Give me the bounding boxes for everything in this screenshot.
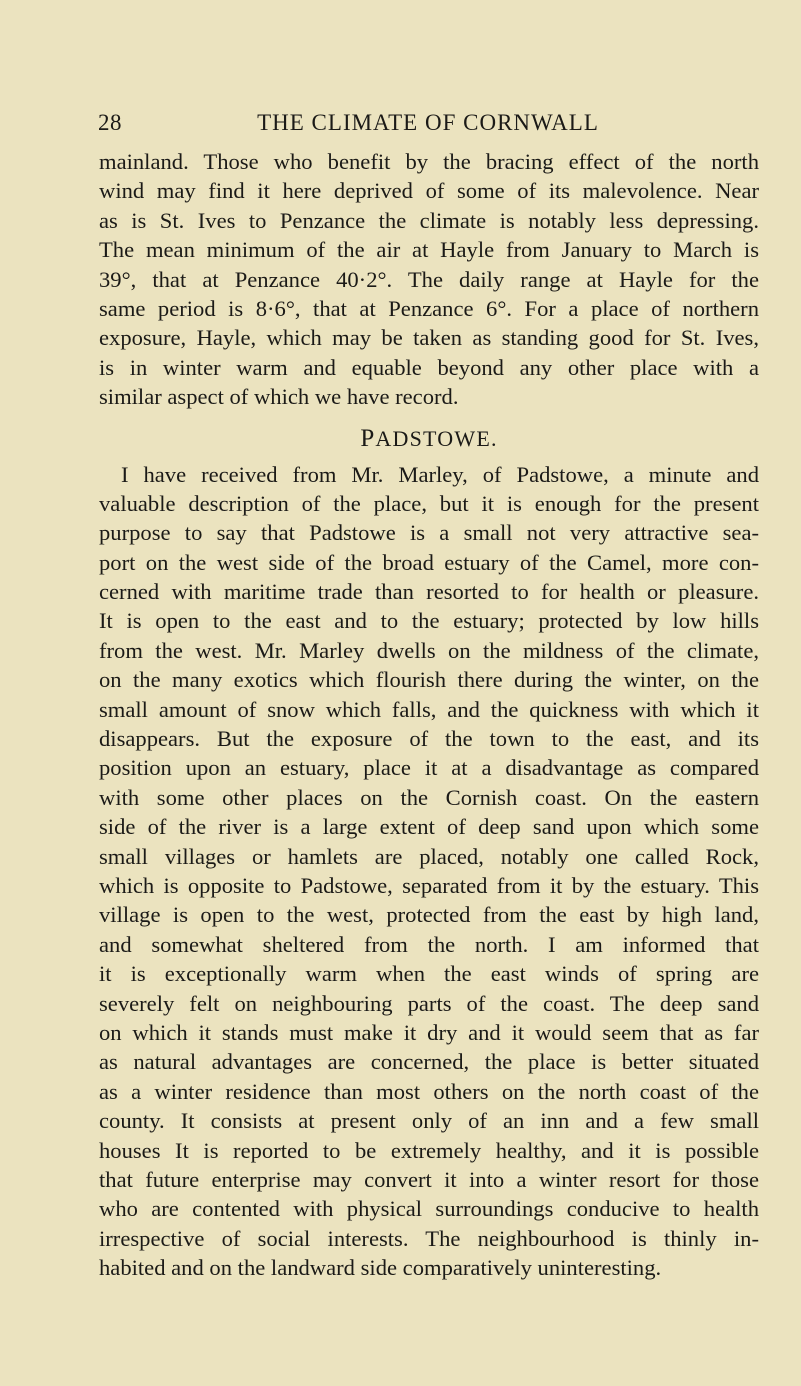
- text-line: valuable description of the place, but it is enough for the present: [99, 490, 759, 516]
- text-line: who are contented with physical surroundings conducive to health: [99, 1196, 759, 1222]
- page-header: [98, 110, 758, 142]
- text-line: village is open to the west, protected from the east by high land,: [99, 902, 759, 928]
- paragraph-padstowe: [99, 460, 759, 1283]
- text-line: position upon an estuary, place it at a disadvantage as compared: [99, 755, 759, 781]
- text-line: small amount of snow which falls, and the quickness with which it: [99, 696, 759, 722]
- text-line: on which it stands must make it dry and it would seem that as far: [99, 1019, 759, 1045]
- text-line: as a winter residence than most others on the north coast of the: [99, 1078, 759, 1104]
- text-line: side of the river is a large extent of deep sand upon which some: [99, 814, 759, 840]
- text-line: it is exceptionally warm when the east winds of spring are: [99, 961, 759, 987]
- text-line: severely felt on neighbouring parts of the coast. The deep sand: [99, 990, 759, 1016]
- running-title: THE CLIMATE OF CORNWALL: [257, 110, 599, 135]
- heading-rest: ADSTOWE.: [375, 425, 498, 451]
- text-line: wind may find it here deprived of some of its malevolence. Near: [99, 178, 759, 204]
- text-line: with some other places on the Cornish coast. On the eastern: [99, 784, 759, 810]
- text-line: as is St. Ives to Penzance the climate is notably less depressing.: [99, 207, 759, 233]
- text-line: purpose to say that Padstowe is a small not very attractive sea-: [99, 520, 759, 546]
- text-line: irrespective of social interests. The neighbourhood is thinly in-: [99, 1225, 759, 1251]
- page-number: 28: [98, 110, 122, 135]
- text-line: as natural advantages are concerned, the place is better situated: [99, 1049, 759, 1075]
- text-line: that future enterprise may convert it into a winter resort for those: [99, 1166, 759, 1192]
- text-line: The mean minimum of the air at Hayle from January to March is: [99, 237, 759, 263]
- text-line: county. It consists at present only of an inn and a few small: [99, 1108, 759, 1134]
- text-line: on the many exotics which flourish there during the winter, on the: [99, 667, 759, 693]
- page-body: [99, 147, 759, 1282]
- text-line: which is opposite to Padstowe, separated from it by the estuary. This: [99, 872, 759, 898]
- text-line: and somewhat sheltered from the north. I am informed that: [99, 931, 759, 957]
- text-line: mainland. Those who benefit by the bracing effect of the north: [99, 149, 759, 174]
- text-line: cerned with maritime trade than resorted to for health or pleasure.: [99, 579, 759, 605]
- heading-initial: P: [360, 424, 376, 452]
- text-line: same period is 8·6°, that at Penzance 6°. For a place of northern: [99, 295, 759, 321]
- text-line: I have received from Mr. Marley, of Padstowe, a minute and: [121, 461, 759, 487]
- text-line: It is open to the east and to the estuary; protected by low hills: [99, 608, 759, 634]
- text-line: small villages or hamlets are placed, notably one called Rock,: [99, 843, 759, 869]
- text-line: similar aspect of which we have record.: [99, 384, 459, 410]
- text-line: port on the west side of the broad estuary of the Camel, more con-: [99, 549, 759, 575]
- text-line: habited and on the landward side comparatively uninteresting.: [99, 1255, 662, 1281]
- text-line: 39°, that at Penzance 40·2°. The daily range at Hayle for the: [99, 266, 759, 292]
- section-heading-padstowe: [99, 416, 759, 460]
- text-line: from the west. Mr. Marley dwells on the mildness of the climate,: [99, 637, 759, 663]
- text-line: disappears. But the exposure of the town to the east, and its: [99, 726, 759, 752]
- paragraph-hayle: [99, 147, 759, 412]
- text-line: exposure, Hayle, which may be taken as standing good for St. Ives,: [99, 325, 759, 351]
- text-line: houses It is reported to be extremely healthy, and it is possible: [99, 1137, 759, 1163]
- text-line: is in winter warm and equable beyond any other place with a: [99, 354, 759, 380]
